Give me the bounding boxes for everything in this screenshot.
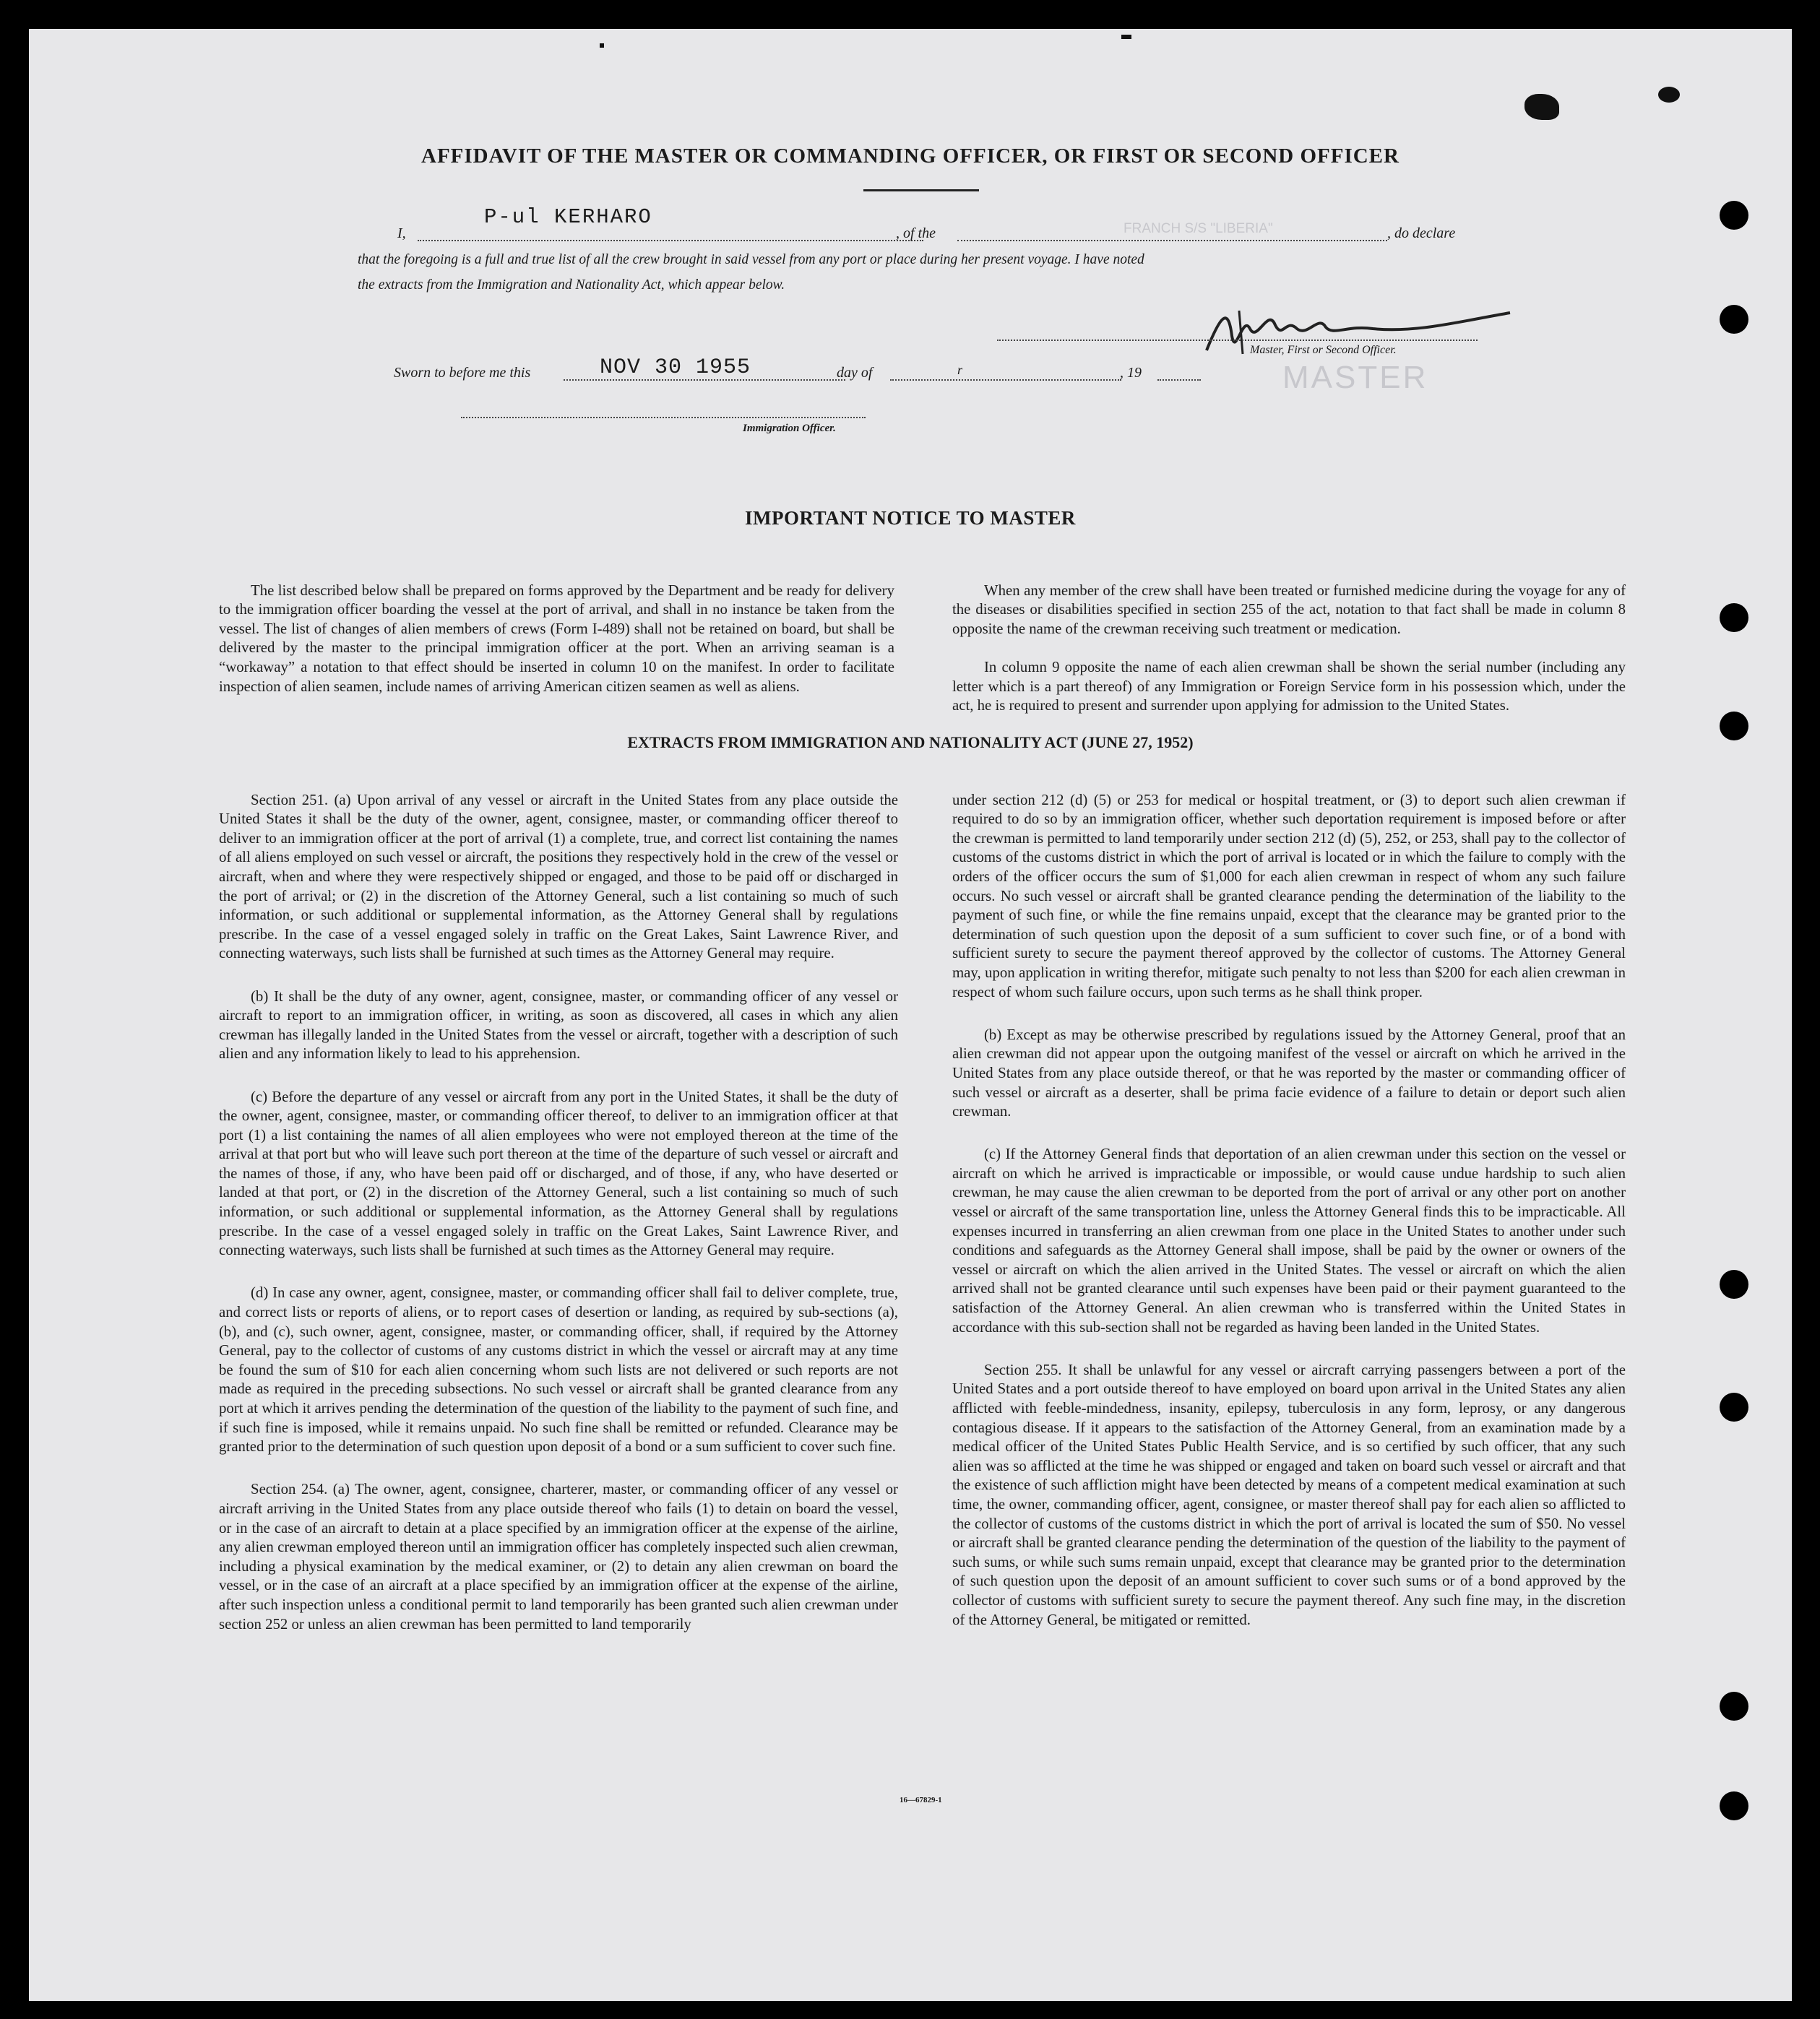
notice-left-column (219, 562, 894, 720)
vessel-field-line (957, 240, 1387, 241)
ink-blot (1658, 87, 1680, 103)
affidavit-title: AFFIDAVIT OF THE MASTER OR COMMANDING OFFICER, OR FIRST OR SECOND OFFICER (421, 144, 1399, 168)
line1-prefix: I, (397, 225, 406, 241)
section-251-d: (d) In case any owner, agent, consignee, master, or commanding officer shall fail to deliver complete, true, and correct lists or reports of aliens, or to report cases of desertion or landing, as required by sub-sections (a), (b), and (c), such owner, agent, consignee, master, or commanding officer, shall, if required by the Attorney General, pay to the collector of customs of any customs district in which the vessel or aircraft may at any time be found the sum of $10 for each alien concerning whom such lists are not delivered or such reports are not made as required in the preceding subsections. No such vessel or aircraft shall be granted clearance from any port at which it arrives pending the determination of the question of the liability to the payment of such fine, and if such fine is imposed, while it remains unpaid. No such fine shall be remitted or refunded. Clearance may be granted prior to the determination of such question upon deposit of a bond or a sum sufficient to cover such fine. (219, 1284, 898, 1456)
binder-hole (1720, 1692, 1748, 1721)
year-field-line (1157, 379, 1201, 381)
signature-line (997, 340, 1478, 341)
day-mark: r (957, 363, 963, 377)
extracts-left-column (219, 771, 898, 1658)
binder-hole (1720, 712, 1748, 740)
form-number: 16—67829-1 (900, 1796, 942, 1804)
notice-right-paragraph-2: In column 9 opposite the name of each alien crewman shall be shown the serial number (including any letter which is a part thereof) of any Immigration or Foreign Service form in his possession which, under the act, he is required to present and surrender upon applying for admission to the United States. (952, 658, 1626, 714)
ink-speck (1121, 35, 1131, 39)
extracts-title: EXTRACTS FROM IMMIGRATION AND NATIONALITY ACT (JUNE 27, 1952) (627, 733, 1194, 751)
officer-caption: Immigration Officer. (743, 423, 836, 434)
line1-suffix: , do declare (1387, 225, 1456, 241)
notice-right-paragraph-1: When any member of the crew shall have been treated or furnished medicine during the voyage for any of the diseases or disabilities specified in section 255 of the act, notation to that fact shall be made in column 8 opposite the name of the crewman receiving such treatment or medication. (952, 582, 1626, 637)
binder-hole (1720, 1393, 1748, 1422)
section-254-a-continued: under section 212 (d) (5) or 253 for medical or hospital treatment, or (3) to deport such alien crewman if required to do so by an immigration officer, whether such deportation requirement is imposed before or after the crewman is permitted to land temporarily under section 212 (d) (5), 252, or 253, shall pay to the collector of customs of the customs district in which the port of arrival is located or in which the failure to comply with the orders of the officer occurs the sum of $1,000 for each alien crewman in respect of whom any such failure occurs. No such vessel or aircraft shall be granted clearance pending the determination of the liability to the payment of such fine, or while the fine remains unpaid, except that the clearance may be granted prior to the determination of such question upon the deposit of a sum sufficient to cover such fine, or of a bond with sufficient surety to secure the payment thereof approved by the collector of customs. The Attorney General may, upon application in writing therefor, mitigate such penalty to not less than $200 for each alien crewman in respect of whom such failure occurs, upon such terms as he shall think proper. (952, 791, 1626, 1000)
declaration-line2: that the foregoing is a full and true list of all the crew brought in said vessel from any port or place during her present voyage. I have noted (358, 252, 1144, 267)
officer-signature-line (461, 417, 866, 418)
name-field-line (418, 240, 923, 241)
line1-of-the: , of the (896, 225, 936, 241)
affidavit-page (29, 29, 1792, 2001)
day-field-line (890, 379, 1121, 381)
section-254-b: (b) Except as may be otherwise prescribed by regulations issued by the Attorney General, proof that an alien crewman did not appear upon the outgoing manifest of the vessel or aircraft on which he arrived in the United States from any place outside thereof, or that he was reported by the master or commanding officer of such vessel or aircraft as a deserter, shall be prima facie evidence of a failure to detain or deport such alien crewman. (952, 1026, 1626, 1120)
declaration-line3: the extracts from the Immigration and Nationality Act, which appear below. (358, 277, 785, 293)
notice-right-column (952, 562, 1626, 739)
section-251-b: (b) It shall be the duty of any owner, agent, consignee, master, or commanding officer of any vessel or aircraft to report to an immigration officer, in writing, as soon as discovered, all cases in which any alien crewman has illegally landed in the United States from the vessel or aircraft, together with a description of such alien and any information likely to lead to his apprehension. (219, 987, 898, 1063)
section-254-a: Section 254. (a) The owner, agent, consignee, charterer, master, or commanding officer of any vessel or aircraft arriving in the United States from any place outside thereof who fails (1) to detain on board the vessel, or in the case of an aircraft to detain at a place specified by an immigration officer at the expense of the airline, any alien crewman employed thereon until an immigration officer has completely inspected such alien crewman, including a physical examination by the medical examiner, or (2) to detain any alien crewman on board the vessel, or in the case of an aircraft at a place specified by an immigration officer at the expense of the airline, after such inspection unless a conditional permit to land temporarily has been granted such alien crewman under section 252 or unless an alien crewman has been permitted to land temporarily (219, 1481, 898, 1633)
sworn-date: NOV 30 1955 (600, 355, 751, 380)
section-254-c: (c) If the Attorney General finds that deportation of an alien crewman under this section on the vessel or aircraft on which he arrived is impracticable or impossible, or would cause undue hardship to such alien crewman, he may cause the alien crewman to be deported from the port of arrival or any other port on another vessel or aircraft of the same transportation line, unless the Attorney General finds this to be impracticable. All expenses incurred in transferring an alien crewman from one place in the United States to another under such conditions and safeguards as the Attorney General shall impose, shall be paid by the owner or owners of the vessel or aircraft on which the alien arrived in the United States. The vessel or aircraft on which the alien arrived shall not be granted clearance until such expenses have been paid or their payment guaranteed to the satisfaction of the Attorney General. An alien crewman who is transferred within the United States in accordance with this sub-section shall not be regarded as having been landed in the United States. (952, 1146, 1626, 1336)
section-251-c: (c) Before the departure of any vessel or aircraft from any port in the United States, it shall be the duty of the owner, agent, consignee, master, or commanding officer thereof, to deliver to an immigration officer at that port (1) a list containing the names of all alien employees who were not employed thereon at the time of the arrival at that port but who will leave such port thereon at the time of the departure of such vessel or aircraft and the names of those, if any, who have been paid off or discharged, and of those, if any, who have deserted or landed at that port, or (2) in the discretion of the Attorney General, such a list containing so much of such information, or such additional or supplemental information, as the Attorney General shall by regulations prescribe. In the case of a vessel engaged solely in traffic on the Great Lakes, Saint Lawrence River, and connecting waterways, such lists shall be furnished at such times as the Attorney General may require. (219, 1088, 898, 1259)
day-of: day of (837, 365, 873, 381)
vessel-name-faded: FRANCH S/S "LIBERIA" (1124, 221, 1273, 236)
sworn-prefix: Sworn to before me this (394, 365, 531, 381)
master-name: P-ul KERHARO (484, 205, 652, 229)
signature-caption: Master, First or Second Officer. (1250, 344, 1397, 356)
section-255: Section 255. It shall be unlawful for any vessel or aircraft carrying passengers between a port of the United States and a port outside thereof to have employed on board upon arrival in the United States any alien afflicted with feeble-mindedness, insanity, epilepsy, tuberculosis in any form, leprosy, or any dangerous contagious disease. If it appears to the satisfaction of the Attorney General, from an examination made by a medical officer of the United States Public Health Service, and is so certified by such officer, that any such alien was so afflicted at the time he was shipped or engaged and taken on board such vessel or aircraft and that the existence of such affliction might have been detected by means of a competent medical examination at such time, the owner, commanding officer, agent, consignee, or master thereof shall pay for each alien so afflicted to the collector of customs of the customs district in which the port of arrival is located the sum of $50. No vessel or aircraft shall be granted clearance pending the determination of the question of the liability to the payment of such sums, or while such sums remain unpaid, except that clearance may be granted prior to the determination of such question upon the deposit of an amount sufficient to cover such sums or of a bond approved by the collector of customs with sufficient surety to secure the payment thereof. Any such fine may, in the discretion of the Attorney General, be mitigated or remitted. (952, 1361, 1626, 1628)
extracts-right-column (952, 771, 1626, 1653)
notice-left-paragraph: The list described below shall be prepared on forms approved by the Department and be ready for delivery to the immigration officer boarding the vessel at the port of arrival, and shall in no instance be taken from the vessel. The list of changes of alien members of crews (Form I-489) shall not be retained on board, but shall be delivered by the master to the principal immigration officer at the port. When an arriving seaman is a “workaway” a notation to that effect should be inserted in column 10 on the manifest. In order to facilitate inspection of alien seamen, include names of arriving American citizen seamen as well as aliens. (219, 582, 894, 695)
binder-hole (1720, 201, 1748, 230)
section-251-a: Section 251. (a) Upon arrival of any vessel or aircraft in the United States from any place outside the United States it shall be the duty of the owner, agent, consignee, master, or commanding officer thereof to deliver to an immigration officer at the port of arrival (1) a complete, true, and correct list containing the names of all aliens employed on such vessel or aircraft, the positions they respectively hold in the crew of the vessel or aircraft, when and where they were respectively shipped or engaged, and those to be paid off or discharged in the port of arrival; or (2) in the discretion of the Attorney General, such a list containing so much of such information, or such additional or supplemental information, as the Attorney General shall by regulations prescribe. In the case of a vessel engaged solely in traffic on the Great Lakes, Saint Lawrence River, and connecting waterways, such lists shall be furnished at such times as the Attorney General may require. (219, 791, 898, 962)
binder-hole (1720, 1791, 1748, 1820)
binder-hole (1720, 603, 1748, 632)
master-stamp: MASTER (1282, 360, 1428, 395)
ink-speck (600, 43, 604, 48)
notice-title: IMPORTANT NOTICE TO MASTER (745, 507, 1076, 529)
master-signature (1199, 285, 1517, 372)
ink-blot (1524, 94, 1559, 120)
binder-hole (1720, 305, 1748, 334)
title-rule (863, 189, 979, 191)
year-label: , 19 (1120, 365, 1142, 381)
binder-hole (1720, 1270, 1748, 1299)
